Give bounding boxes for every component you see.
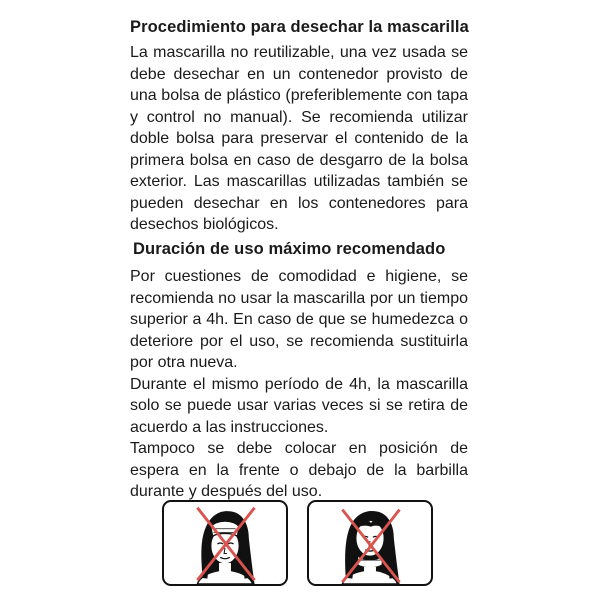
duration-paragraph-2: Durante el mismo período de 4h, la mascarilla solo se puede usar varias veces si se retira de acuerdo a las instrucciones. [130,375,468,436]
woman-mask-forehead-icon [164,502,286,584]
duration-paragraph-3: Tampoco se debe colocar en posición de espera en la frente o debajo de la barbilla durante y después del uso. [130,440,468,500]
duration-heading: Duración de uso máximo recomendado [133,240,446,258]
mask-under-chin-illustration [307,500,433,586]
mask-on-forehead-illustration [162,500,288,586]
disposal-text [130,42,468,236]
disposal-heading: Procedimiento para desechar la mascarilla [130,18,469,36]
duration-paragraph-1: Por cuestiones de comodidad e higiene, se recomienda no usar la mascarilla por un tiempo superior a 4h. En caso de que se humedezca o deteriore por el uso, se recomienda sustituirla por otra nueva. [130,268,468,371]
disposal-paragraph: La mascarilla no reutilizable, una vez usada se debe desechar en un contenedor provisto de una bolsa de plástico (preferiblemente con tapa y control no manual). Se recomienda utilizar doble bolsa para preservar el contenido de la primera bolsa en caso de desgarro de la bolsa exterior. Las mascarillas utilizadas también se pueden desechar en los contenedores para desechos biológicos. [130,44,468,233]
duration-text [130,266,468,503]
woman-mask-chin-icon [309,502,431,584]
